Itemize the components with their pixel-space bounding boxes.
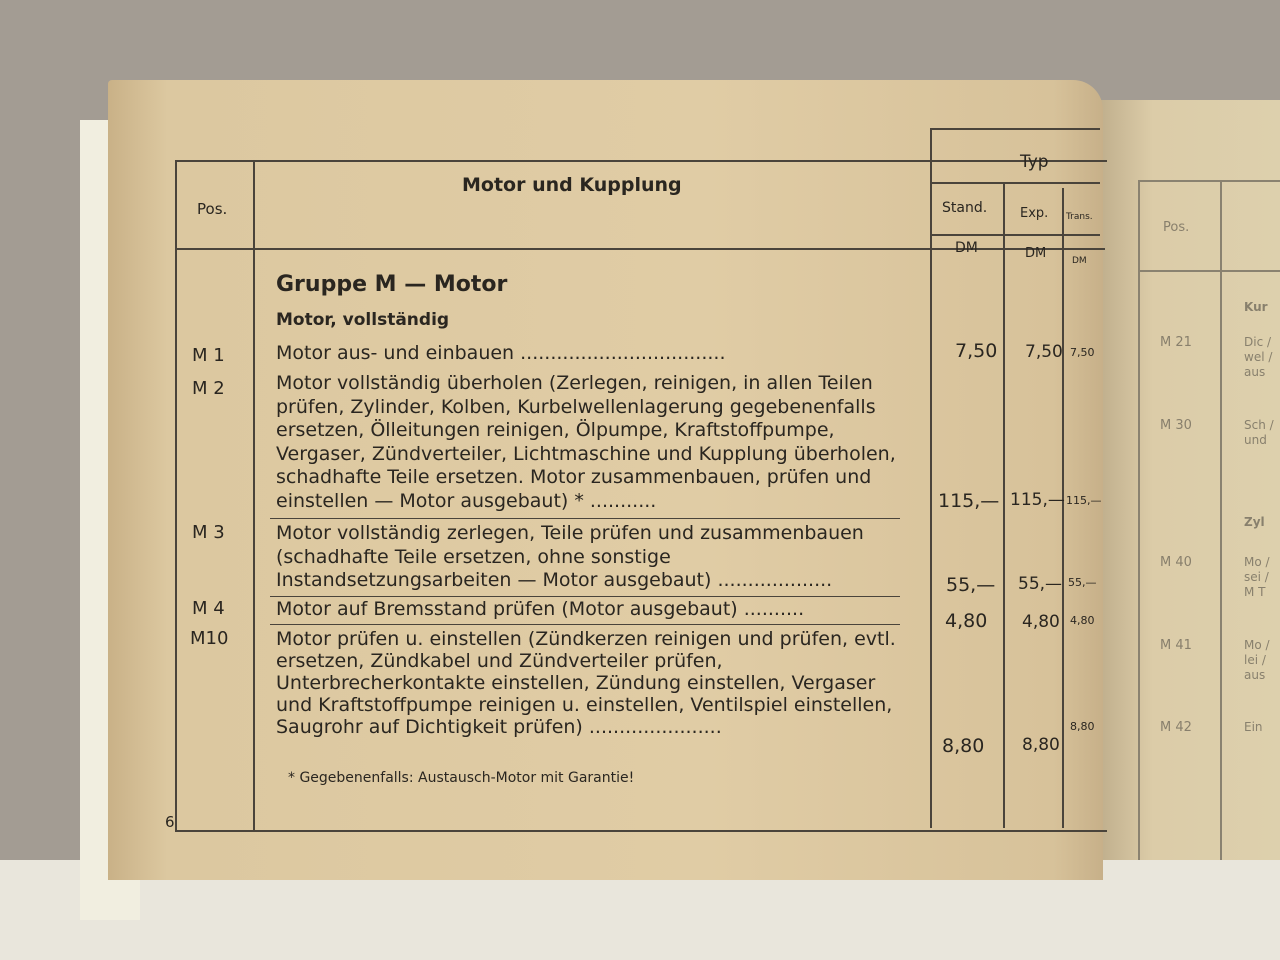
price-stand: 8,80 [942, 735, 985, 757]
right-fragment: Mo / lei / aus [1244, 638, 1270, 682]
row-pos: M10 [190, 628, 229, 649]
price-trans: 7,50 [1070, 346, 1095, 359]
header-stand: Stand. [942, 200, 988, 216]
price-trans: 55,— [1068, 576, 1097, 589]
right-fragment: Sch / und [1244, 418, 1274, 447]
price-stand: 115,— [938, 490, 1000, 512]
row-pos: M 4 [192, 598, 225, 619]
right-pos: M 41 [1160, 638, 1192, 653]
price-trans: 115,— [1066, 494, 1102, 507]
price-exp: 55,— [1018, 574, 1063, 594]
header-exp: Exp. [1020, 206, 1049, 221]
right-fragment: Dic / wel / aus [1244, 335, 1273, 379]
footnote: * Gegebenenfalls: Austausch-Motor mit Garantie! [288, 770, 635, 786]
section-title: Motor und Kupplung [462, 174, 682, 196]
price-exp: 8,80 [1022, 735, 1060, 755]
page-number: 6 [165, 813, 175, 831]
header-pos: Pos. [197, 200, 228, 218]
right-fragment: Kur [1244, 300, 1268, 314]
price-exp: 7,50 [1025, 342, 1063, 362]
currency-label: DM [1025, 246, 1047, 261]
right-pos: M 21 [1160, 335, 1192, 350]
right-fragment: Mo / sei / M T [1244, 555, 1270, 599]
currency-label: DM [1072, 256, 1087, 266]
right-pos: M 30 [1160, 418, 1192, 433]
row-text: Motor auf Bremsstand prüfen (Motor ausgebaut) .......... [276, 598, 805, 620]
right-fragment: Zyl [1244, 515, 1265, 529]
price-exp: 115,— [1010, 490, 1065, 510]
row-pos: M 1 [192, 345, 225, 366]
price-trans: 4,80 [1070, 614, 1095, 627]
price-stand: 4,80 [945, 610, 988, 632]
price-trans: 8,80 [1070, 720, 1095, 733]
row-text: Motor aus- und einbauen .................................. [276, 342, 726, 364]
right-pos: M 40 [1160, 555, 1192, 570]
subgroup-title: Motor, vollständig [276, 310, 450, 330]
price-exp: 4,80 [1022, 612, 1060, 632]
price-stand: 7,50 [955, 340, 998, 362]
right-header-pos: Pos. [1163, 220, 1190, 235]
row-text: Motor vollständig überholen (Zerlegen, reinigen, in allen Teilen prüfen, Zylinder, Kolben, Kurbelwellenlagerung gegebenenfalls ersetzen, Ölleitungen reinigen, Ölpumpe, Kraftstoffpumpe, Vergaser, Zündverteiler, Lichtmaschine und Kupplung überholen, schadhafte Teile ersetzen. Motor zusammenbauen, prüfen und einstellen — Motor ausgebaut) * ........... [276, 372, 896, 512]
right-pos: M 42 [1160, 720, 1192, 735]
row-pos: M 3 [192, 522, 225, 543]
group-title: Gruppe M — Motor [276, 272, 508, 297]
row-pos: M 2 [192, 378, 225, 399]
right-fragment: Ein [1244, 720, 1263, 734]
row-text: Motor prüfen u. einstellen (Zündkerzen reinigen und prüfen, evtl. ersetzen, Zündkabel und Zündverteiler prüfen, Unterbrecherkontakte einstellen, Zündung einstellen, Vergaser und Kraftstoffpumpe reinigen u. einstellen, Ventilspiel einstellen, Saugrohr auf Dichtigkeit prüfen) ...................... [276, 628, 896, 738]
row-text: Motor vollständig zerlegen, Teile prüfen und zusammenbauen (schadhafte Teile ersetzen, ohne sonstige Instandsetzungsarbeiten — Motor ausgebaut) ................... [276, 522, 864, 591]
price-stand: 55,— [946, 574, 996, 596]
right-page [1098, 100, 1280, 860]
header-trans: Trans. [1066, 212, 1093, 222]
currency-label: DM [955, 240, 978, 256]
header-typ: Typ [1020, 152, 1049, 172]
